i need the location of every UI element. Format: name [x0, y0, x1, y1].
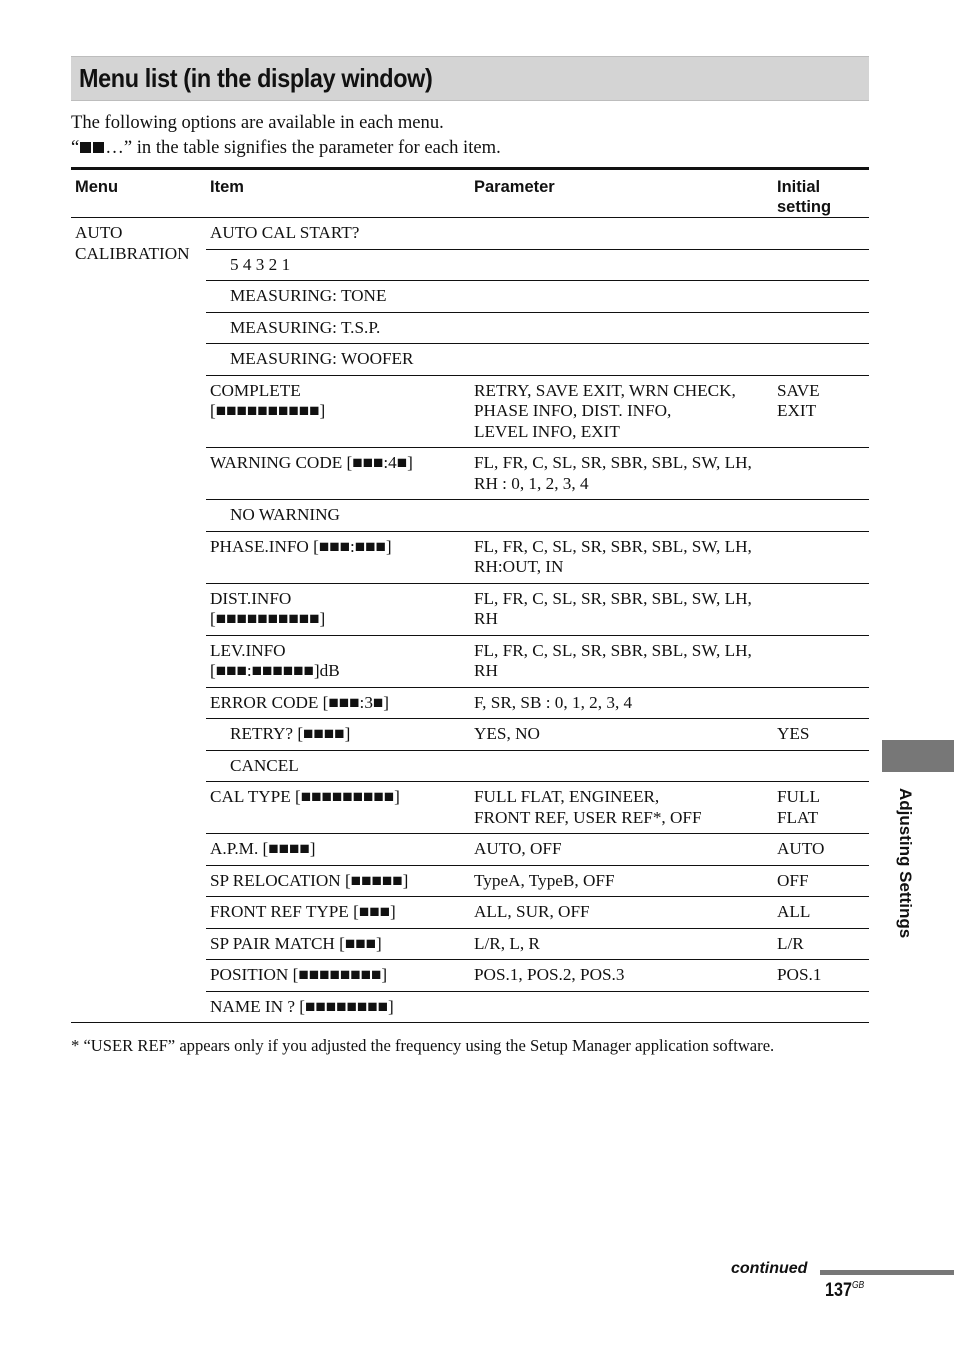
- cell-text: MEASURING: TONE: [230, 286, 387, 305]
- cell-text: SP RELOCATION [■■■■■]: [210, 870, 409, 890]
- cell-text: CANCEL: [230, 755, 299, 775]
- cell-text: RH:OUT, IN: [474, 557, 564, 576]
- cell-text: CALIBRATION: [75, 243, 190, 263]
- table-header-row: [71, 169, 869, 218]
- cell-text: POS.1, POS.2, POS.3: [474, 965, 625, 984]
- continued-rule: [820, 1270, 954, 1275]
- cell-text: DIST.INFO: [210, 588, 292, 608]
- parameter-cell: [470, 312, 773, 344]
- parameter-cell: [470, 344, 773, 376]
- item-cell: [206, 344, 470, 376]
- table-row: [71, 218, 869, 250]
- initial-setting-cell: [773, 635, 869, 687]
- open-quote: “: [71, 137, 80, 158]
- menu-name-cell: [71, 218, 206, 1023]
- item-cell: [206, 375, 470, 448]
- cell-text: MEASURING: WOOFER: [230, 349, 414, 368]
- cell-text: COMPLETE: [210, 380, 301, 400]
- initial-setting-cell: [773, 448, 869, 500]
- cell-text: F, SR, SB : 0, 1, 2, 3, 4: [474, 692, 633, 712]
- table-body: [71, 218, 869, 1023]
- initial-setting-cell: [773, 897, 869, 929]
- cell-text: POS.1: [777, 965, 822, 984]
- parameter-cell: [470, 583, 773, 635]
- parameter-cell: [470, 500, 773, 532]
- cell-text: FULL: [777, 787, 820, 806]
- cell-text: FL, FR, C, SL, SR, SBR, SBL, SW, LH,: [474, 588, 752, 608]
- cell-text: LEVEL INFO, EXIT: [474, 421, 620, 441]
- item-cell: [206, 928, 470, 960]
- item-cell: [206, 312, 470, 344]
- cell-text: AUTO: [777, 839, 825, 858]
- cell-text: [■■■:■■■■■■]dB: [210, 661, 340, 680]
- cell-text: 5 4 3 2 1: [230, 254, 291, 274]
- placeholder-square-icon: [93, 142, 104, 153]
- initial-setting-cell: [773, 687, 869, 719]
- intro-line-2: [71, 135, 871, 160]
- item-cell: [206, 249, 470, 281]
- parameter-cell: [470, 635, 773, 687]
- cell-text: FL, FR, C, SL, SR, SBR, SBL, SW, LH,: [474, 453, 752, 472]
- item-cell: [206, 500, 470, 532]
- initial-setting-cell: [773, 834, 869, 866]
- cell-text: SAVE: [777, 380, 820, 400]
- initial-setting-cell: [773, 500, 869, 532]
- cell-text: CAL TYPE [■■■■■■■■■]: [210, 787, 400, 806]
- item-cell: [206, 782, 470, 834]
- header-parameter: Parameter: [470, 169, 773, 218]
- cell-text: NAME IN ? [■■■■■■■■]: [210, 996, 394, 1016]
- parameter-cell: [470, 375, 773, 448]
- cell-text: FRONT REF, USER REF*, OFF: [474, 807, 702, 827]
- intro-text: [71, 110, 871, 160]
- cell-text: AUTO CAL START?: [210, 223, 360, 242]
- cell-text: YES: [777, 724, 810, 743]
- cell-text: FL, FR, C, SL, SR, SBR, SBL, SW, LH,: [474, 640, 752, 660]
- cell-text: OFF: [777, 870, 809, 890]
- cell-text: PHASE.INFO [■■■:■■■]: [210, 536, 392, 556]
- initial-setting-cell: [773, 719, 869, 751]
- cell-text: PHASE INFO, DIST. INFO,: [474, 401, 672, 420]
- page-number: [825, 1280, 864, 1302]
- parameter-cell: [470, 782, 773, 834]
- parameter-cell: [470, 531, 773, 583]
- item-cell: [206, 281, 470, 313]
- initial-setting-cell: [773, 531, 869, 583]
- intro-line-1: The following options are available in each menu.: [71, 112, 444, 133]
- item-cell: [206, 865, 470, 897]
- menu-table: [71, 167, 869, 1023]
- initial-setting-cell: [773, 583, 869, 635]
- initial-setting-cell: [773, 375, 869, 448]
- parameter-cell: [470, 834, 773, 866]
- parameter-cell: [470, 281, 773, 313]
- continued-label: continued: [731, 1260, 808, 1277]
- item-cell: [206, 635, 470, 687]
- parameter-cell: [470, 928, 773, 960]
- initial-setting-cell: [773, 991, 869, 1023]
- header-initial-setting: Initial setting: [773, 169, 869, 218]
- cell-text: NO WARNING: [230, 505, 340, 524]
- cell-text: RH: [474, 609, 498, 628]
- page-number-value: 137: [825, 1280, 852, 1301]
- parameter-cell: [470, 719, 773, 751]
- cell-text: L/R: [777, 933, 804, 953]
- item-cell: [206, 583, 470, 635]
- section-title-bar: [71, 56, 869, 101]
- initial-setting-cell: [773, 928, 869, 960]
- item-cell: [206, 897, 470, 929]
- parameter-cell: [470, 687, 773, 719]
- header-item: Item: [206, 169, 470, 218]
- page-region-suffix: GB: [851, 1280, 865, 1291]
- cell-text: LEV.INFO: [210, 640, 286, 660]
- parameter-cell: [470, 865, 773, 897]
- cell-text: YES, NO: [474, 724, 540, 743]
- cell-text: FRONT REF TYPE [■■■]: [210, 902, 396, 921]
- initial-setting-cell: [773, 312, 869, 344]
- cell-text: RETRY, SAVE EXIT, WRN CHECK,: [474, 380, 736, 400]
- initial-setting-cell: [773, 249, 869, 281]
- cell-text: EXIT: [777, 401, 817, 420]
- initial-setting-cell: [773, 865, 869, 897]
- item-cell: [206, 960, 470, 992]
- parameter-cell: [470, 991, 773, 1023]
- parameter-cell: [470, 249, 773, 281]
- cell-text: POSITION [■■■■■■■■]: [210, 965, 388, 984]
- side-section-label: Adjusting Settings: [896, 788, 915, 939]
- item-cell: [206, 991, 470, 1023]
- cell-text: MEASURING: T.S.P.: [230, 317, 381, 337]
- parameter-cell: [470, 960, 773, 992]
- cell-text: ALL, SUR, OFF: [474, 902, 590, 921]
- initial-setting-cell: [773, 782, 869, 834]
- parameter-cell: [470, 448, 773, 500]
- cell-text: FULL FLAT, ENGINEER,: [474, 787, 660, 806]
- initial-setting-cell: [773, 218, 869, 250]
- intro-line-2-rest: …” in the table signifies the parameter for each item.: [105, 137, 501, 158]
- cell-text: TypeA, TypeB, OFF: [474, 870, 615, 890]
- cell-text: SP PAIR MATCH [■■■]: [210, 933, 382, 953]
- cell-text: AUTO, OFF: [474, 839, 562, 858]
- item-cell: [206, 448, 470, 500]
- item-cell: [206, 531, 470, 583]
- parameter-cell: [470, 750, 773, 782]
- cell-text: RETRY? [■■■■]: [230, 724, 351, 743]
- initial-setting-cell: [773, 281, 869, 313]
- cell-text: [■■■■■■■■■■]: [210, 401, 326, 420]
- cell-text: A.P.M. [■■■■]: [210, 839, 316, 858]
- item-cell: [206, 218, 470, 250]
- item-cell: [206, 687, 470, 719]
- item-cell: [206, 834, 470, 866]
- page-title: Menu list (in the display window): [79, 63, 433, 93]
- initial-setting-cell: [773, 344, 869, 376]
- item-cell: [206, 719, 470, 751]
- cell-text: RH: [474, 661, 498, 680]
- item-cell: [206, 750, 470, 782]
- cell-text: AUTO: [75, 223, 123, 242]
- initial-setting-cell: [773, 960, 869, 992]
- cell-text: L/R, L, R: [474, 933, 540, 953]
- header-menu: Menu: [71, 169, 206, 218]
- cell-text: FLAT: [777, 807, 819, 827]
- parameter-cell: [470, 897, 773, 929]
- cell-text: RH : 0, 1, 2, 3, 4: [474, 473, 589, 493]
- cell-text: [■■■■■■■■■■]: [210, 609, 326, 628]
- footnote: * “USER REF” appears only if you adjusted the frequency using the Setup Manager application software.: [71, 1036, 775, 1055]
- initial-setting-cell: [773, 750, 869, 782]
- side-tab-marker: [882, 740, 954, 772]
- placeholder-square-icon: [80, 142, 91, 153]
- cell-text: FL, FR, C, SL, SR, SBR, SBL, SW, LH,: [474, 536, 752, 556]
- cell-text: ALL: [777, 902, 811, 921]
- parameter-cell: [470, 218, 773, 250]
- cell-text: ERROR CODE [■■■:3■]: [210, 692, 390, 712]
- cell-text: WARNING CODE [■■■:4■]: [210, 453, 413, 472]
